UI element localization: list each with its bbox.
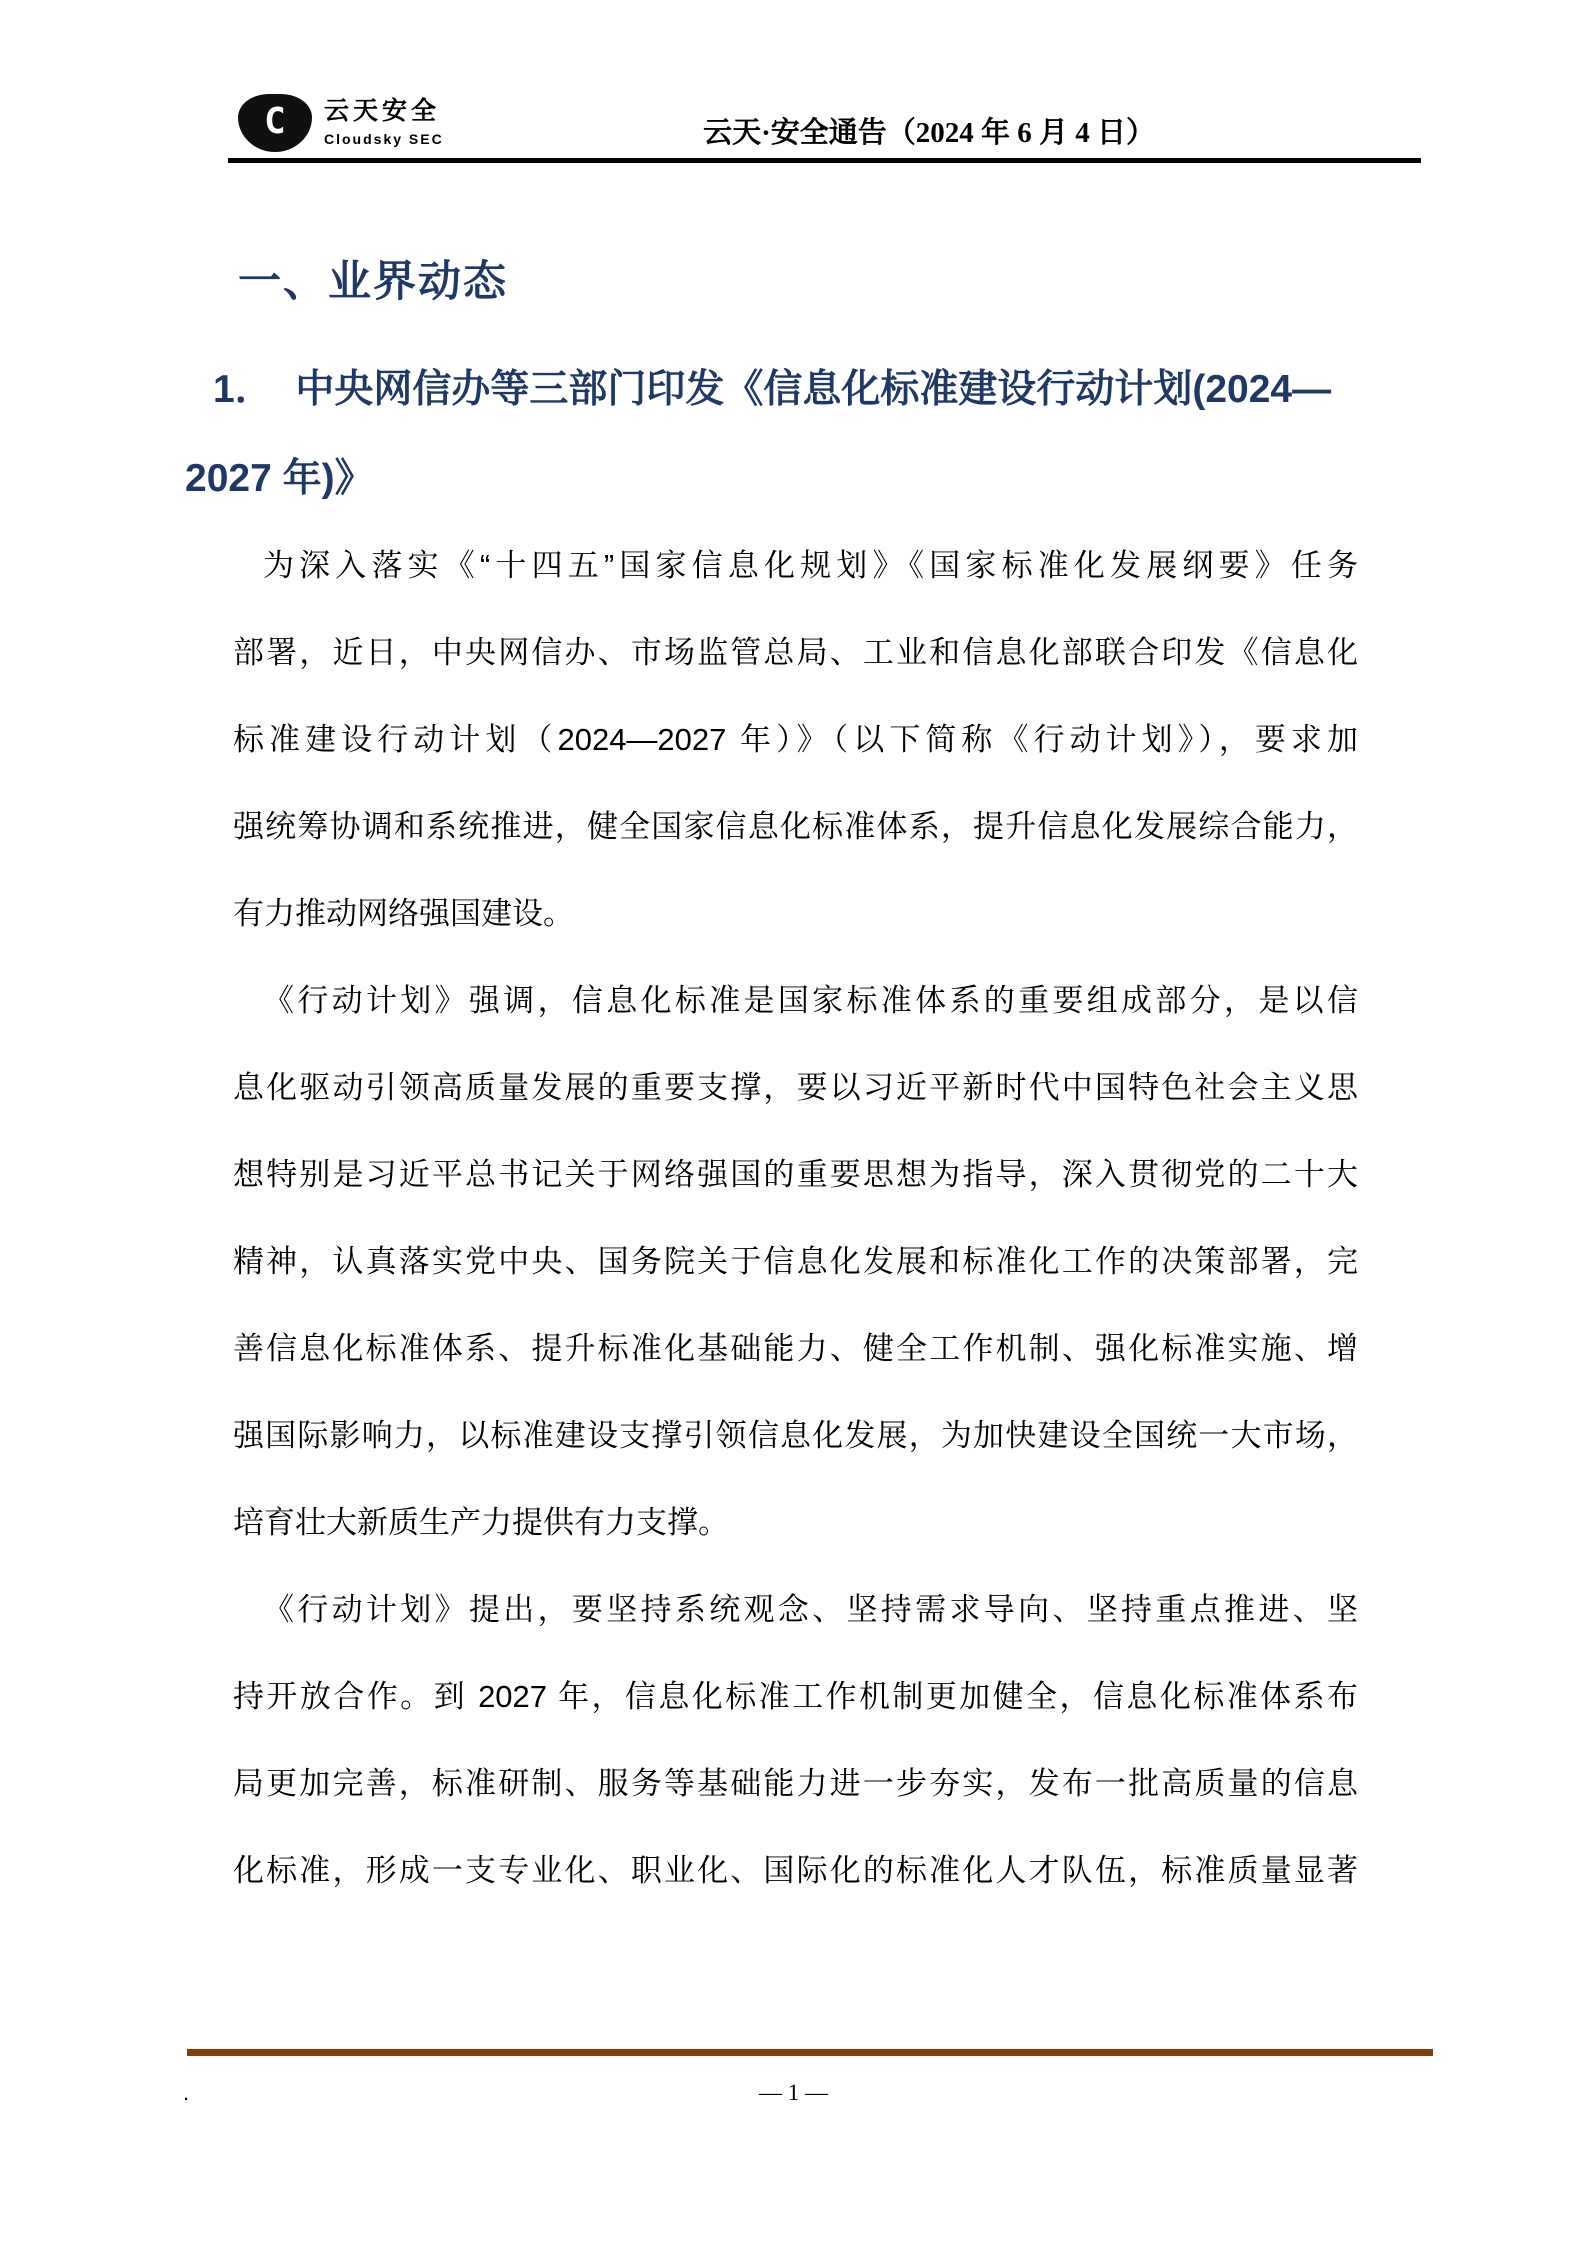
body-line: 标准建设行动计划（2024—2027 年）》（以下简称《行动计划》），要求加 [233,722,1358,757]
body-line: 培育壮大新质生产力提供有力支撑。 [233,1505,729,1540]
body-line: 为深入落实《“十四五”国家信息化规划》《国家标准化发展纲要》任务 [263,548,1358,583]
footer-stray-mark: . [183,2080,190,2105]
body-line: 想特别是习近平总书记关于网络强国的重要思想为指导，深入贯彻党的二十大 [233,1157,1358,1192]
subsection-line: 2027 年)》 [185,457,374,500]
subsection-heading [185,345,1395,523]
body-line: 善信息化标准体系、提升标准化基础能力、健全工作机制、强化标准实施、增 [233,1331,1358,1366]
body-line: 持开放合作。到 2027 年，信息化标准工作机制更加健全，信息化标准体系布 [233,1679,1358,1714]
body-line: 局更加完善，标准研制、服务等基础能力进一步夯实，发布一批高质量的信息 [233,1766,1358,1801]
subsection-line: 1． 中央网信办等三部门印发《信息化标准建设行动计划(2024— [213,368,1332,411]
body-line: 有力推动网络强国建设。 [233,896,574,931]
body-line: 《行动计划》强调，信息化标准是国家标准体系的重要组成部分，是以信 [263,983,1358,1018]
bulletin-title: 云天·安全通告（2024 年 6 月 4 日） [703,117,1155,149]
body-line: 强统筹协调和系统推进，健全国家信息化标准体系，提升信息化发展综合能力， [233,809,1358,844]
body-line: 精神，认真落实党中央、国务院关于信息化发展和标准化工作的决策部署，完 [233,1244,1358,1279]
body-line: 强国际影响力，以标准建设支撑引领信息化发展，为加快建设全国统一大市场， [233,1418,1358,1453]
section-heading: 一、业界动态 [238,258,508,306]
body-line: 部署，近日，中央网信办、市场监管总局、工业和信息化部联合印发《信息化 [233,635,1358,670]
logo-letter: C [264,101,286,142]
body-text [233,522,1358,1914]
body-line: 息化驱动引领高质量发展的重要支撑，要以习近平新时代中国特色社会主义思 [233,1070,1358,1105]
footer-bar [187,2049,1433,2056]
header-rule [228,158,1421,163]
footer-page-number: — 1 — [759,2080,828,2105]
brand-name-cn: 云天安全 [324,97,441,125]
body-line: 《行动计划》提出，要坚持系统观念、坚持需求导向、坚持重点推进、坚 [263,1592,1358,1627]
body-line: 化标准，形成一支专业化、职业化、国际化的标准化人才队伍，标准质量显著 [233,1853,1358,1888]
brand-name-en: Cloudsky SEC [324,130,444,147]
